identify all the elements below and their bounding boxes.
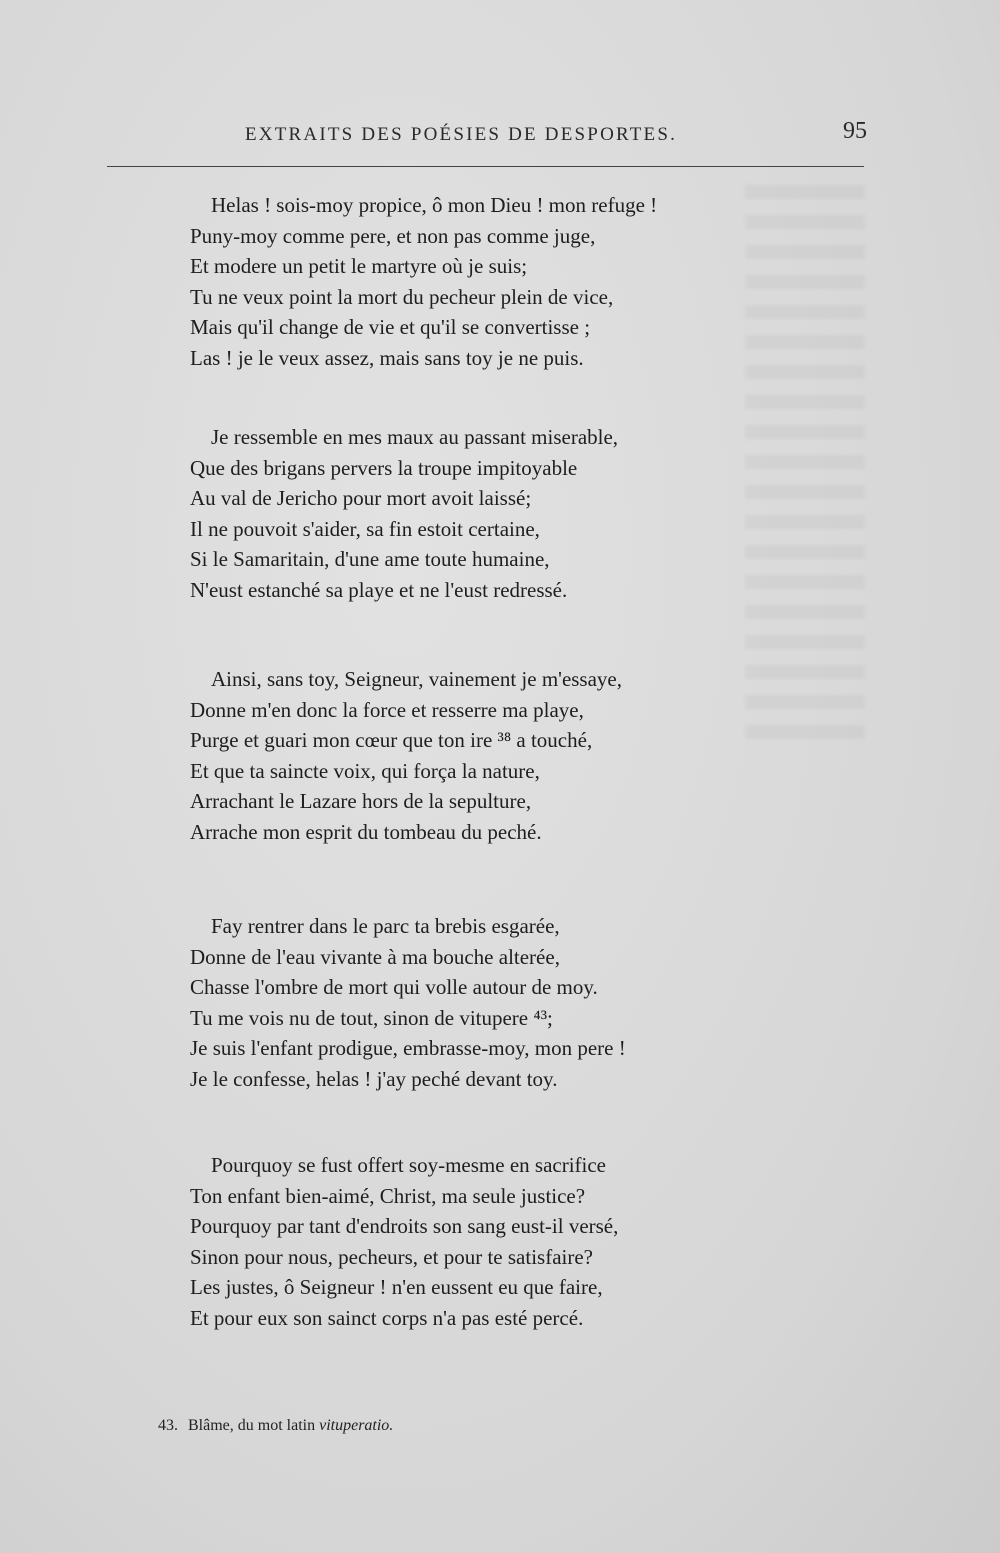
verse-line: Helas ! sois-moy propice, ô mon Dieu ! mon refuge ! (211, 193, 658, 217)
verse-line: Arrachant le Lazare hors de la sepulture, (190, 789, 532, 813)
verse-line: Il ne pouvoit s'aider, sa fin estoit certaine, (190, 516, 540, 541)
show-through-text (745, 185, 865, 745)
verse-line: Ainsi, sans toy, Seigneur, vainement je m'essaye, (211, 667, 622, 691)
verse-line: Fay rentrer dans le parc ta brebis esgarée, (211, 914, 560, 938)
stanza-3 (190, 664, 622, 847)
stanza-5 (190, 1150, 618, 1333)
verse-line: Je suis l'enfant prodigue, embrasse-moy, mon pere ! (190, 1036, 626, 1060)
verse-line: Puny-moy comme pere, et non pas comme juge, (190, 223, 596, 248)
verse-line: Et pour eux son sainct corps n'a pas esté percé. (190, 1305, 584, 1330)
stanza-4 (190, 911, 626, 1094)
verse-line: Et modere un petit le martyre où je suis; (190, 254, 528, 278)
footnote-latin-word: vituperatio. (319, 1417, 394, 1434)
verse-line: Et que ta saincte voix, qui força la nature, (190, 758, 540, 783)
verse-line: Au val de Jericho pour mort avoit laissé; (190, 486, 532, 510)
verse-line: Si le Samaritain, d'une ame toute humaine, (190, 547, 550, 571)
verse-line: Je ressemble en mes maux au passant miserable, (211, 425, 619, 449)
verse-line: Arrache mon esprit du tombeau du peché. (190, 819, 542, 844)
footnote (158, 1417, 393, 1435)
verse-line: Je le confesse, helas ! j'ay peché devant toy. (190, 1066, 558, 1091)
verse-line: Pourquoy par tant d'endroits son sang eust-il versé, (190, 1214, 619, 1238)
verse-line: Las ! je le veux assez, mais sans toy je ne puis. (190, 345, 584, 370)
verse-line: Que des brigans pervers la troupe impitoyable (190, 455, 578, 480)
stanza-2 (190, 422, 618, 605)
header-rule (107, 166, 864, 167)
running-title: EXTRAITS DES POÉSIES DE DESPORTES. (245, 124, 678, 145)
verse-line: Pourquoy se fust offert soy-mesme en sacrifice (211, 1153, 607, 1177)
verse-line: Donne m'en donc la force et resserre ma playe, (190, 697, 584, 722)
page-number: 95 (843, 118, 867, 144)
verse-line: N'eust estanché sa playe et ne l'eust redressé. (190, 577, 568, 602)
verse-line: Mais qu'il change de vie et qu'il se convertisse ; (190, 315, 591, 339)
stanza-1 (190, 190, 657, 373)
verse-line: Ton enfant bien-aimé, Christ, ma seule justice? (190, 1183, 586, 1208)
footnote-text: Blâme, du mot latin (188, 1417, 316, 1434)
verse-line: Donne de l'eau vivante à ma bouche alterée, (190, 944, 560, 969)
verse-line: Sinon pour nous, pecheurs, et pour te satisfaire? (190, 1244, 593, 1269)
verse-line: Purge et guari mon cœur que ton ire ³⁸ a touché, (190, 728, 593, 752)
verse-line: Chasse l'ombre de mort qui volle autour de moy. (190, 975, 598, 999)
verse-line: Tu ne veux point la mort du pecheur plein de vice, (190, 284, 614, 309)
verse-line: Les justes, ô Seigneur ! n'en eussent eu que faire, (190, 1275, 603, 1299)
footnote-number: 43. (158, 1417, 178, 1434)
verse-line: Tu me vois nu de tout, sinon de vitupere ⁴³; (190, 1005, 553, 1030)
